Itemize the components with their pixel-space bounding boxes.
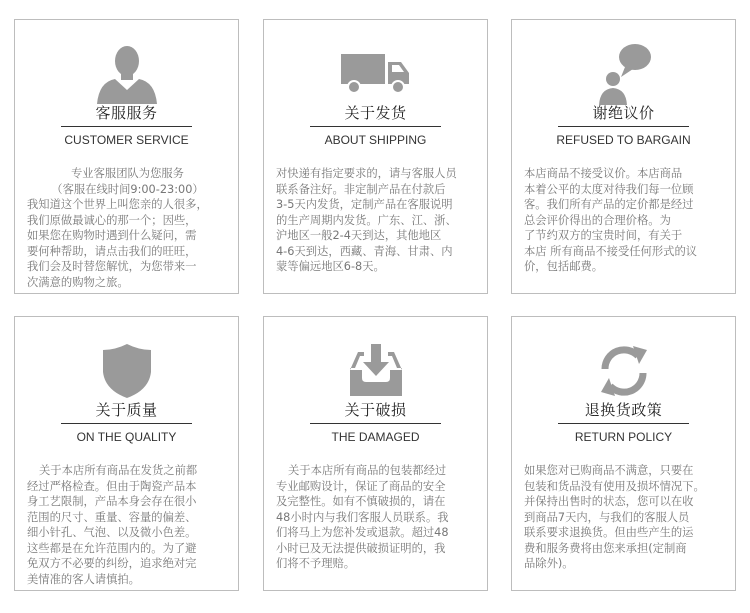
card-subtitle: ON THE QUALITY — [76, 430, 177, 444]
card-title: 关于发货 — [344, 104, 407, 122]
body-line: 本店 所有商品不接受任何形式的议 — [524, 244, 698, 258]
about-shipping-card — [263, 19, 488, 294]
card-subtitle: ABOUT SHIPPING — [324, 133, 427, 147]
body-line: 免双方不必要的纠纷，追求绝对完 — [27, 557, 197, 570]
body-line: 美情准的客人请慎拍。 — [27, 572, 140, 586]
shield-icon — [15, 339, 238, 403]
damaged-box-icon — [264, 339, 487, 403]
body-line: 范围的尺寸、重量、容量的偏差、 — [27, 510, 197, 524]
delivery-truck-icon — [264, 42, 487, 106]
body-line: 我们原做最诚心的那一个；因些， — [27, 213, 197, 227]
body-line: 联系备注好。非定制产品在付款后 — [276, 182, 446, 196]
card-title: 关于破损 — [344, 401, 407, 419]
customer-service-card — [14, 19, 239, 294]
body-line: 了节约双方的宝贵时间，有关于 — [524, 229, 683, 242]
body-line: 我们会及时替您解忧，为您带来一 — [27, 260, 197, 273]
card-title: 退换货政策 — [584, 401, 663, 419]
body-line: 们将不予理赔。 — [276, 557, 356, 570]
body-line: 到商品7天内，与我们的客服人员 — [524, 510, 690, 524]
body-line: 48小时内与我们客服人员联系。我 — [276, 510, 449, 524]
card-subtitle: THE DAMAGED — [331, 430, 420, 444]
body-line: 价，包括邮费。 — [524, 260, 604, 273]
body-line: 小时已及无法提供破损证明的，我 — [276, 541, 446, 555]
body-line: 总会评价得出的合理价格。为 — [524, 213, 671, 227]
refresh-arrows-icon — [512, 339, 735, 403]
body-line: 费和服务费将由您来承担(定制商 — [524, 541, 687, 555]
person-bust-icon — [15, 42, 238, 106]
body-line: 对快递有指定要求的，请与客服人员 — [276, 167, 457, 180]
body-line: 细小针孔、气泡、以及微小色差。 — [27, 526, 197, 539]
return-policy-card — [511, 316, 736, 591]
body-line: 如果您对已购商品不满意，只要在 — [524, 464, 694, 477]
card-body — [276, 463, 477, 572]
refused-bargain-card — [511, 19, 736, 294]
speech-person-icon — [512, 42, 735, 106]
body-line: 包装和货品没有使用及损坏情况下。 — [524, 479, 705, 493]
body-line: 专业客服团队为您服务 — [71, 167, 184, 180]
body-line: 关于本店所有商品在发货之前都 — [39, 464, 198, 477]
body-line: 的生产周期内发货。广东、江、浙、 — [276, 213, 457, 227]
card-body — [27, 166, 228, 290]
card-subtitle: REFUSED TO BARGAIN — [556, 133, 691, 147]
body-line: 3-5天内发货，定制产品在客服说明 — [276, 198, 453, 211]
card-subtitle: CUSTOMER SERVICE — [64, 133, 189, 147]
card-body — [524, 463, 725, 572]
card-title: 关于质量 — [95, 401, 158, 419]
body-line: 本店商品不接受议价。本店商品 — [524, 167, 683, 180]
card-title: 客服服务 — [95, 104, 158, 122]
body-line: 们将马上为您补发或退款。超过48 — [276, 526, 449, 539]
body-line: 并保持出售时的状态，您可以在收 — [524, 495, 694, 508]
body-line: 客。我们所有产品的定价都是经过 — [524, 198, 694, 211]
body-line: 关于本店所有商品的包装都经过 — [288, 464, 447, 477]
title-divider — [61, 126, 192, 127]
card-body — [524, 166, 725, 275]
quality-card — [14, 316, 239, 591]
body-line: 本着公平的太度对待我们每一位顾 — [524, 182, 694, 196]
body-line: 要何种帮助，请点击我们的旺旺， — [27, 244, 197, 258]
title-divider — [558, 423, 689, 424]
card-subtitle: RETURN POLICY — [574, 430, 673, 444]
body-line: （客服在线时间9:00-23:00） — [51, 182, 204, 196]
damaged-card — [263, 316, 488, 591]
body-line: 联系要求退换货。但由些产生的运 — [524, 526, 694, 539]
body-line: 专业邮购设计，保证了商品的安全 — [276, 479, 446, 493]
card-title: 谢绝议价 — [592, 104, 655, 122]
title-divider — [558, 126, 689, 127]
body-line: 如果您在购物时遇到什么疑问，需 — [27, 229, 197, 242]
body-line: 身工艺限制，产品本身会存在很小 — [27, 495, 197, 508]
body-line: 我知道这个世界上叫您亲的人很多， — [27, 198, 208, 211]
card-body — [27, 463, 228, 587]
body-line: 沪地区一般2-4天到达，其他地区 — [276, 229, 442, 242]
title-divider — [310, 126, 441, 127]
card-body — [276, 166, 477, 275]
body-line: 次满意的购物之旅。 — [27, 275, 129, 289]
body-line: 经过严格检查。但由于陶瓷产品本 — [27, 479, 197, 493]
title-divider — [61, 423, 192, 424]
body-line: 4-6天到达，西藏、青海、甘肃、内 — [276, 244, 453, 258]
body-line: 蒙等偏远地区6-8天。 — [276, 260, 385, 273]
body-line: 及完整性。如有不慎破损的，请在 — [276, 495, 446, 508]
body-line: 品除外)。 — [524, 557, 574, 570]
title-divider — [310, 423, 441, 424]
body-line: 这些都是在允许范围内的。为了避 — [27, 541, 197, 555]
